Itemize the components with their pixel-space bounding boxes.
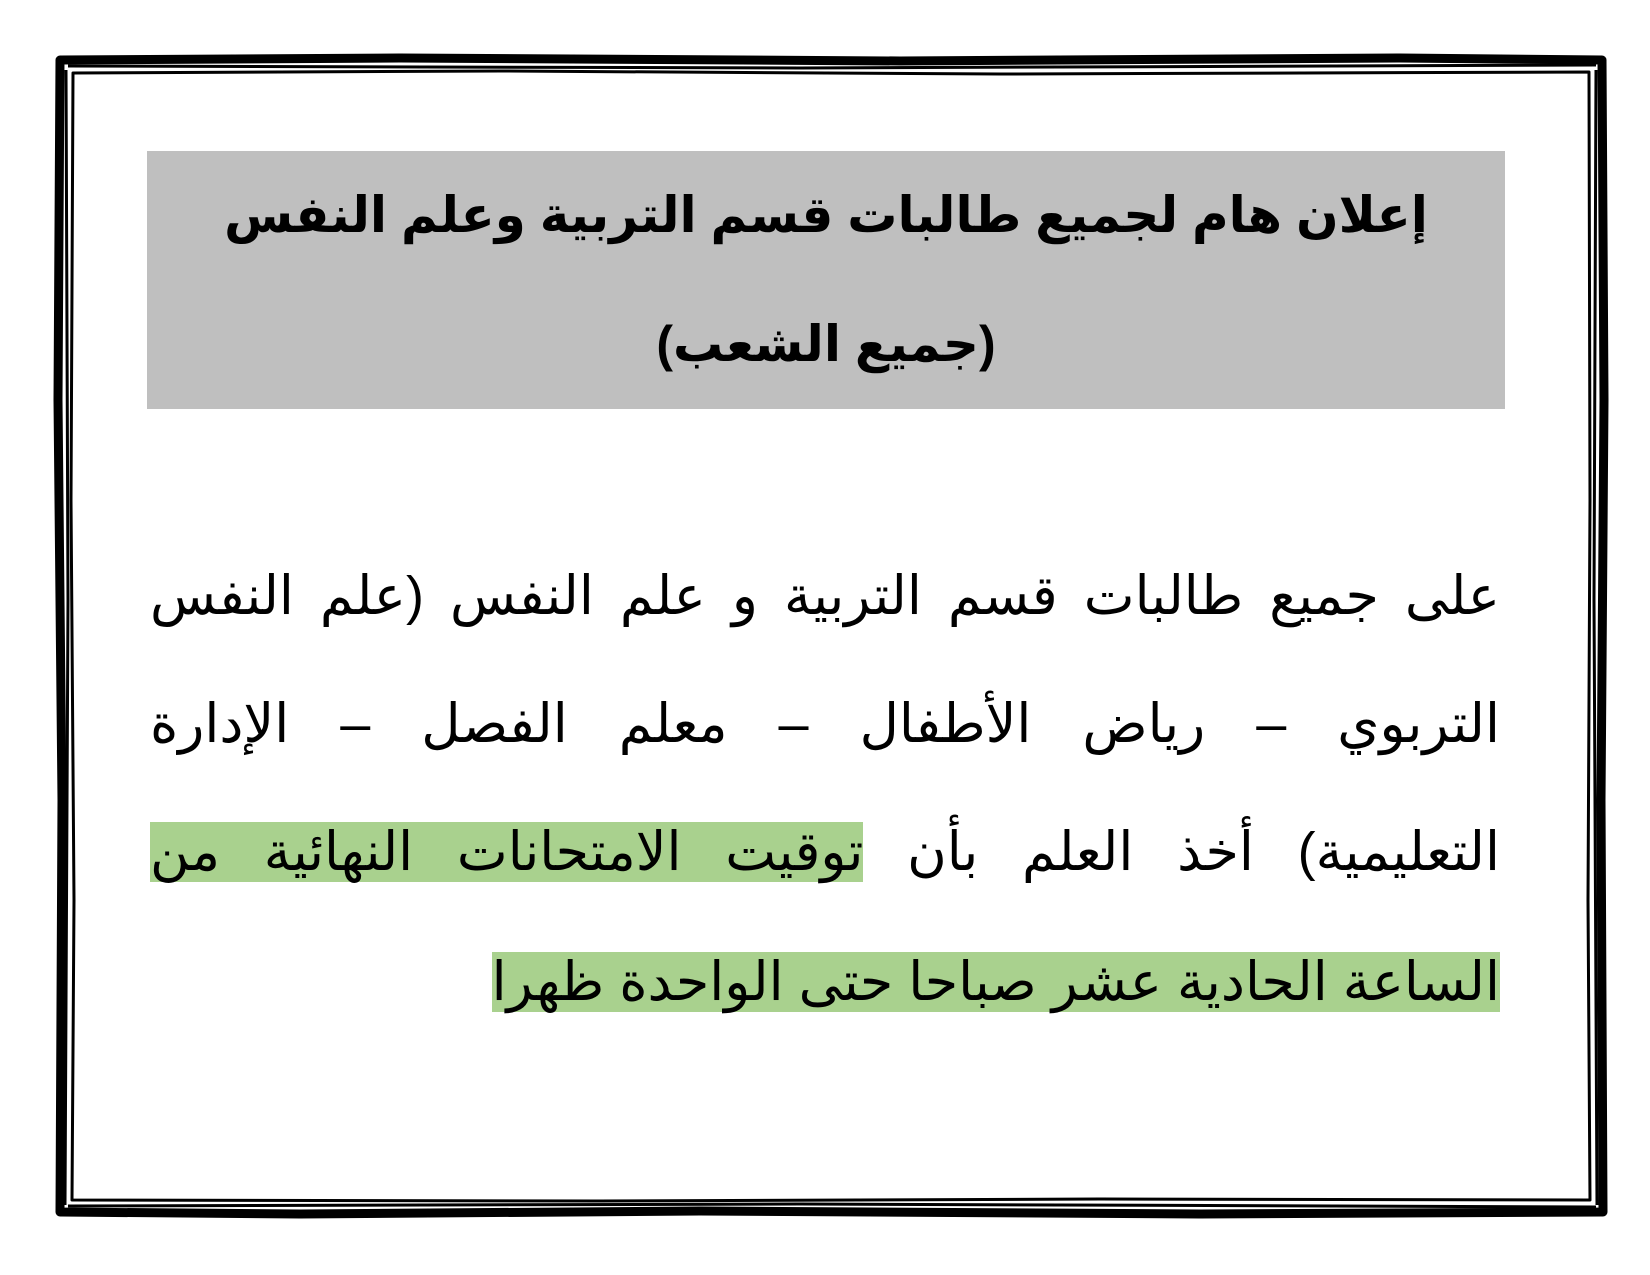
exam-time-highlight: توقيت الامتحانات النهائية من	[150, 822, 864, 882]
exam-hours-highlight: الساعة الحادية عشر صباحا حتى الواحدة ظهرا	[491, 952, 1500, 1012]
announcement-body-line-1: على جميع طالبات قسم التربية و علم النفس (علم النفس	[150, 566, 1500, 626]
announcement-title: إعلان هام لجميع طالبات قسم التربية وعلم النفس	[147, 151, 1505, 280]
announcement-body-line-3	[150, 808, 1500, 896]
right-border-accent	[1594, 70, 1597, 1205]
body-line-3-plain-text: التعليمية) أخذ العلم بأن	[907, 822, 1501, 882]
left-border-accent	[65, 70, 68, 1205]
top-border-accent	[68, 65, 1596, 68]
announcement-body-line-4	[150, 938, 1500, 1026]
announcement-body-line-2: التربوي – رياض الأطفال – معلم الفصل – الإدارة	[150, 694, 1500, 754]
announcement-subtitle: (جميع الشعب)	[147, 280, 1505, 409]
bottom-border-accent	[68, 1204, 1596, 1207]
